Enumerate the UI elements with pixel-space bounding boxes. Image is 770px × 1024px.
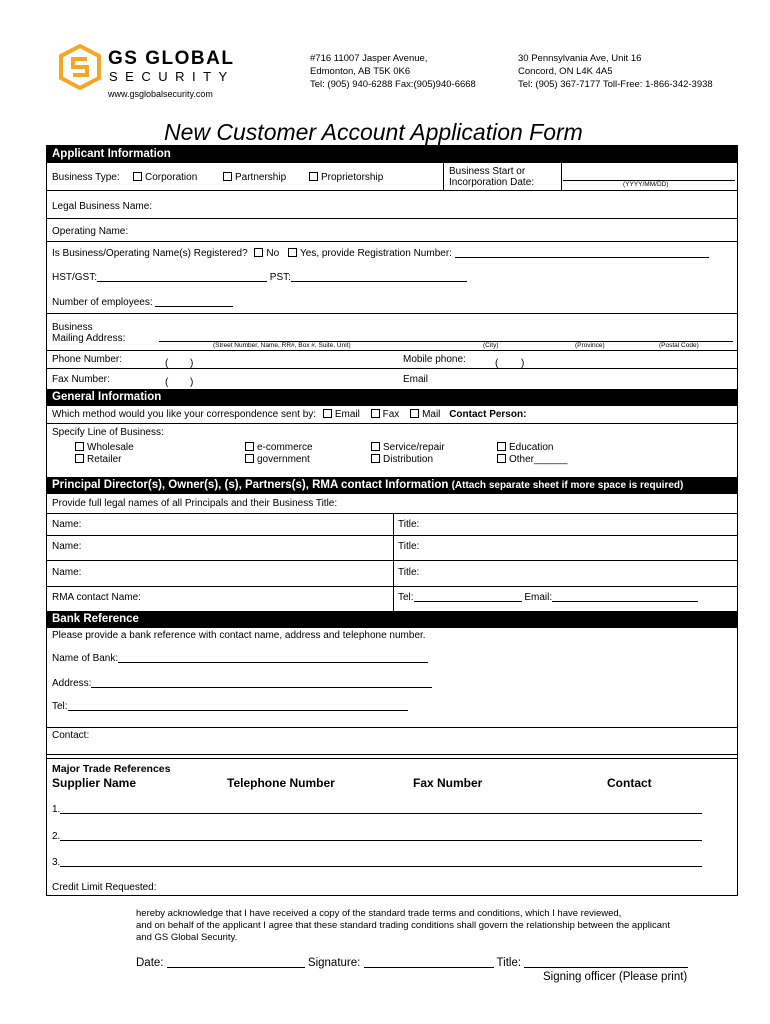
col-telephone-number: Telephone Number [227, 776, 335, 790]
checkbox-other[interactable] [497, 454, 506, 463]
col-contact: Contact [607, 776, 652, 790]
rma-contact-row [398, 592, 698, 604]
checkbox-fax[interactable] [371, 409, 380, 418]
principal-1-title-label: Title: [398, 519, 420, 530]
title-input[interactable] [524, 958, 688, 968]
section-general-header: General Information [47, 389, 737, 406]
signature-input[interactable] [364, 958, 494, 968]
option-other[interactable] [497, 454, 567, 466]
checkbox-corporation[interactable] [133, 172, 142, 181]
trade-references-header: Major Trade References [52, 763, 171, 775]
option-corporation[interactable] [133, 172, 197, 184]
phone-paren-open: ( [165, 358, 169, 369]
bank-tel-row [52, 701, 408, 713]
option-partnership[interactable] [223, 172, 286, 184]
address-edmonton-2: Edmonton, AB T5K 0K6 [310, 66, 411, 77]
checkbox-education[interactable] [497, 442, 506, 451]
bank-instruction: Please provide a bank reference with contact name, address and telephone number. [52, 630, 426, 641]
rma-tel-input[interactable] [414, 592, 522, 602]
hint-city: (City) [483, 342, 499, 349]
signature-label: Signature: [307, 957, 361, 969]
employees-row [52, 297, 233, 309]
business-type-label: Business Type: [52, 172, 120, 183]
bank-contact-label: Contact: [52, 730, 90, 741]
date-format-hint: (YYYY/MM/DD) [623, 181, 669, 188]
registered-row [52, 248, 709, 260]
mailing-label-2: Mailing Address: [52, 333, 126, 344]
option-other-label: Other______ [509, 454, 568, 465]
checkbox-ecommerce[interactable] [245, 442, 254, 451]
signing-officer-label: Signing officer (Please print) [543, 971, 688, 983]
col-fax-number: Fax Number [413, 776, 483, 790]
correspondence-row [52, 409, 526, 421]
company-name-top: GS GLOBAL [108, 48, 235, 69]
pst-input[interactable] [291, 272, 467, 282]
bank-tel-input[interactable] [68, 701, 408, 711]
option-distribution-label: Distribution [383, 454, 434, 465]
bank-address-label: Address: [52, 678, 92, 689]
option-fax-label: Fax [382, 409, 400, 420]
start-date-label-1: Business Start or [449, 166, 526, 177]
employees-label: Number of employees: [52, 297, 153, 308]
date-label: Date: [136, 957, 164, 969]
correspondence-label: Which method would you like your correspondence sent by: [52, 409, 317, 420]
company-website: www.gsglobalsecurity.com [108, 89, 213, 99]
option-no-label: No [266, 248, 280, 259]
option-wholesale-label: Wholesale [87, 442, 134, 453]
address-edmonton-3: Tel: (905) 940-6288 Fax:(905)940-6668 [310, 79, 476, 90]
checkbox-email[interactable] [323, 409, 332, 418]
application-form [46, 145, 738, 896]
fax-label: Fax Number: [52, 374, 110, 385]
ack-line-1: hereby acknowledge that I have received a copy of the standard trade terms and conditions, which I have reviewed, [136, 908, 622, 919]
option-service[interactable] [371, 442, 445, 454]
col-supplier-name: Supplier Name [52, 776, 137, 790]
signature-row [136, 957, 688, 969]
option-service-label: Service/repair [383, 442, 445, 453]
option-proprietorship[interactable] [309, 172, 383, 184]
tax-row [52, 272, 467, 284]
hint-street: (Street Number, Name, RR#, Box #, Suite, Unit) [213, 342, 351, 349]
rma-tel-label: Tel: [398, 592, 414, 603]
trade-row-1-input[interactable] [60, 804, 702, 814]
option-retailer-label: Retailer [87, 454, 122, 465]
option-education[interactable] [497, 442, 553, 454]
option-proprietorship-label: Proprietorship [321, 172, 384, 183]
hst-input[interactable] [97, 272, 267, 282]
registered-label: Is Business/Operating Name(s) Registered? [52, 248, 248, 259]
rma-email-label: Email: [524, 592, 553, 603]
checkbox-registered-yes[interactable] [288, 248, 297, 257]
address-edmonton-1: #716 11007 Jasper Avenue, [310, 53, 428, 64]
address-concord-3: Tel: (905) 367-7177 Toll-Free: 1-866-342-3938 [518, 79, 713, 90]
option-ecommerce-label: e-commerce [257, 442, 313, 453]
email-label: Email [403, 374, 429, 385]
principals-header-note: (Attach separate sheet if more space is required) [451, 480, 684, 491]
section-bank-header: Bank Reference [47, 611, 737, 628]
credit-limit-label: Credit Limit Requested: [52, 882, 157, 893]
option-corporation-label: Corporation [145, 172, 198, 183]
address-concord-1: 30 Pennsylvania Ave, Unit 16 [518, 53, 642, 64]
line-of-business-label: Specify Line of Business: [52, 427, 164, 438]
phone-paren-close: ) [190, 358, 194, 369]
section-applicant-header: Applicant Information [47, 146, 737, 163]
bank-name-input[interactable] [118, 653, 428, 663]
fax-paren-close: ) [190, 377, 194, 388]
legal-name-label: Legal Business Name: [52, 201, 153, 212]
contact-person-label: Contact Person: [449, 409, 527, 420]
bank-name-label: Name of Bank: [52, 653, 119, 664]
principal-3-name-label: Name: [52, 567, 82, 578]
ack-line-3: and GS Global Security. [136, 932, 238, 943]
shield-logo-icon [58, 44, 102, 90]
principal-2-name-label: Name: [52, 541, 82, 552]
option-partnership-label: Partnership [235, 172, 287, 183]
option-distribution[interactable] [371, 454, 433, 466]
trade-row-1 [52, 804, 702, 816]
hint-postal: (Postal Code) [659, 342, 699, 349]
ack-line-2: and on behalf of the applicant I agree that these standard trading conditions shall govern the relationship between the applicant [136, 920, 670, 931]
principals-instruction: Provide full legal names of all Principals and their Business Title: [52, 498, 338, 509]
option-education-label: Education [509, 442, 554, 453]
checkbox-distribution[interactable] [371, 454, 380, 463]
option-yes-label: Yes, provide Registration Number: [300, 248, 452, 259]
date-input[interactable] [167, 958, 305, 968]
trade-row-1-num: 1. [52, 804, 61, 815]
bank-tel-label: Tel: [52, 701, 68, 712]
trade-row-2-num: 2. [52, 831, 61, 842]
mailing-label-1: Business [52, 322, 93, 333]
checkbox-registered-no[interactable] [254, 248, 263, 257]
bank-address-row [52, 678, 432, 690]
mobile-label: Mobile phone: [403, 354, 466, 365]
start-date-label-2: Incorporation Date: [449, 177, 535, 188]
company-name-bottom: SECURITY [109, 69, 235, 84]
section-principals-header [47, 477, 737, 494]
trade-row-2-input[interactable] [60, 831, 702, 841]
trade-row-2 [52, 831, 702, 843]
option-government-label: government [257, 454, 310, 465]
trade-row-3-input[interactable] [60, 857, 702, 867]
operating-name-label: Operating Name: [52, 226, 129, 237]
checkbox-government[interactable] [245, 454, 254, 463]
trade-row-3 [52, 857, 702, 869]
bank-name-row [52, 653, 428, 665]
checkbox-partnership[interactable] [223, 172, 232, 181]
fax-paren-open: ( [165, 377, 169, 388]
option-ecommerce[interactable] [245, 442, 313, 454]
option-retailer[interactable] [75, 454, 121, 466]
rma-email-input[interactable] [552, 592, 698, 602]
registration-number-input[interactable] [455, 248, 709, 258]
trade-row-3-num: 3. [52, 857, 61, 868]
phone-input[interactable] [159, 368, 389, 380]
company-logo [58, 44, 102, 90]
address-concord-2: Concord, ON L4K 4A5 [518, 66, 613, 77]
checkbox-proprietorship[interactable] [309, 172, 318, 181]
option-government[interactable] [245, 454, 310, 466]
principal-1-name-label: Name: [52, 519, 82, 530]
principal-2-title-label: Title: [398, 541, 420, 552]
checkbox-wholesale[interactable] [75, 442, 84, 451]
title-label: Title: [496, 957, 522, 969]
option-email-label: Email [334, 409, 360, 420]
option-wholesale[interactable] [75, 442, 134, 454]
hint-province: (Province) [575, 342, 605, 349]
employees-input[interactable] [155, 297, 233, 307]
bank-address-input[interactable] [91, 678, 432, 688]
mobile-paren-close: ) [521, 358, 525, 369]
principal-3-title-label: Title: [398, 567, 420, 578]
option-mail-label: Mail [422, 409, 441, 420]
rma-contact-label: RMA contact Name: [52, 592, 141, 603]
principals-header-title: Principal Director(s), Owner(s), (s), Partners(s), RMA contact Information [52, 479, 449, 491]
pst-label: PST: [269, 272, 291, 283]
checkbox-retailer[interactable] [75, 454, 84, 463]
checkbox-service[interactable] [371, 442, 380, 451]
hst-label: HST/GST: [52, 272, 98, 283]
checkbox-mail[interactable] [410, 409, 419, 418]
phone-label: Phone Number: [52, 354, 123, 365]
form-title: New Customer Account Application Form [164, 119, 583, 145]
mobile-paren-open: ( [495, 358, 499, 369]
